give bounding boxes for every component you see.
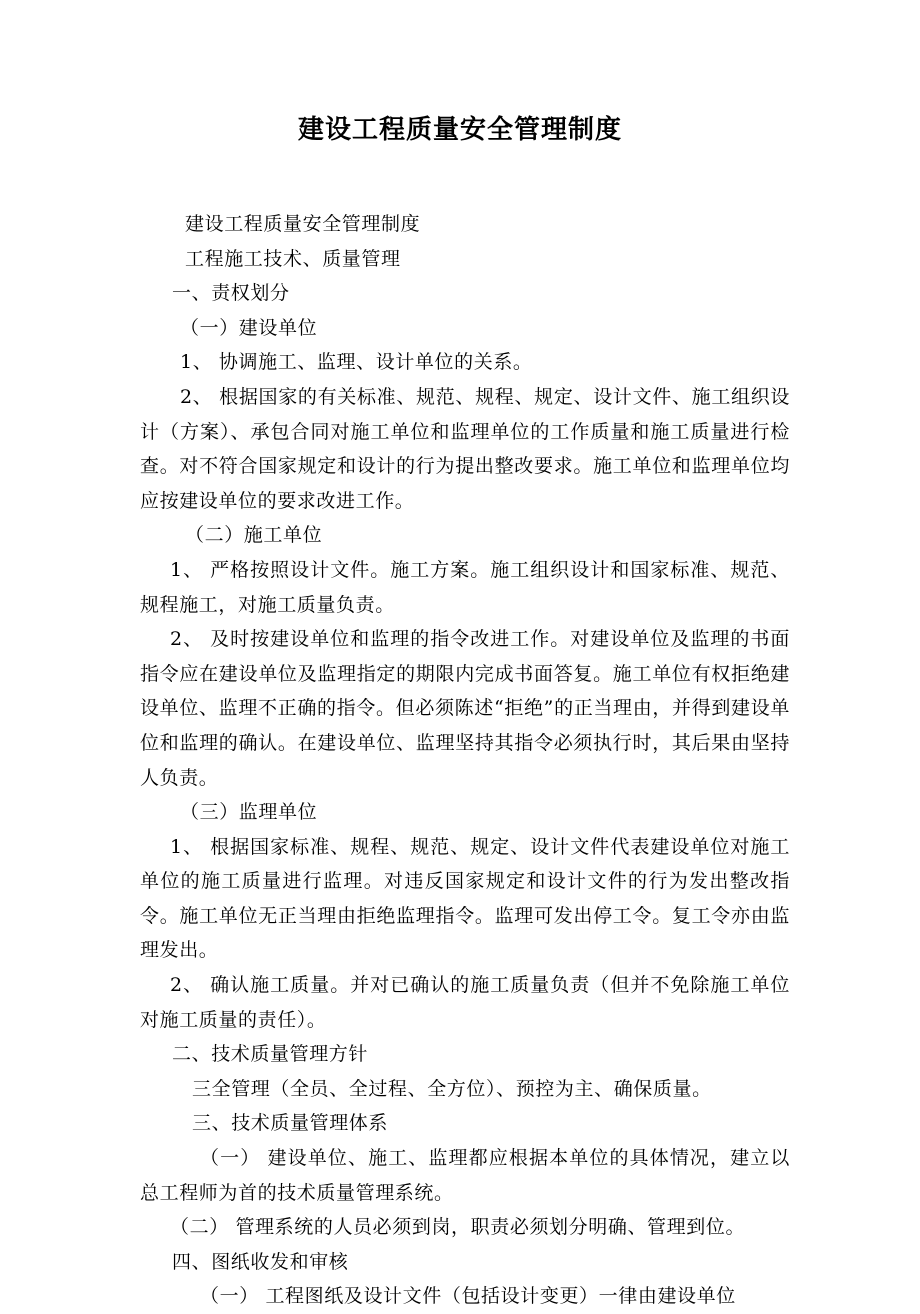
paragraph-quality-policy: 三全管理（全员、全过程、全方位）、预控为主、确保质量。	[192, 1077, 712, 1100]
heading-construction-owner: （一）建设单位	[180, 316, 318, 339]
document-body	[140, 207, 790, 1314]
paragraph-contractor-item-1: 1、 严格按照设计文件。施工方案。施工组织设计和国家标准、规范、规程施工，对施工质量负责。	[140, 558, 790, 616]
paragraph-supervisor-item-1: 1、 根据国家标准、规程、规范、规定、设计文件代表建设单位对施工单位的施工质量进行监理。对违反国家规定和设计文件的行为发出整改指令。施工单位无正当理由拒绝监理指令。监理可发出停工令。复工令亦由监理发出。	[140, 835, 790, 962]
paragraph-contractor-item-2: 2、 及时按建设单位和监理的指令改进工作。对建设单位及监理的书面指令应在建设单位及监理指定的期限内完成书面答复。施工单位有权拒绝建设单位、监理不正确的指令。但必须陈述“拒绝”的正当理由，并得到建设单位和监理的确认。在建设单位、监理坚持其指令必须执行时，其后果由坚持人负责。	[140, 628, 790, 789]
heading-responsibility-division: 一、责权划分	[172, 282, 290, 305]
heading-quality-policy: 二、技术质量管理方针	[172, 1043, 369, 1066]
paragraph-section-heading: 工程施工技术、质量管理	[185, 247, 401, 270]
paragraph-owner-item-2: 2、 根据国家的有关标准、规范、规程、规定、设计文件、施工组织设计（方案）、承包合同对施工单位和监理单位的工作质量和施工质量进行检查。对不符合国家规定和设计的行为提出整改要求。施工单位和监理单位均应按建设单位的要求改进工作。	[140, 385, 790, 512]
paragraph-quality-system-item-1: （一） 建设单位、施工、监理都应根据本单位的具体情况，建立以总工程师为首的技术质量管理系统。	[140, 1147, 790, 1204]
heading-quality-system: 三、技术质量管理体系	[192, 1112, 389, 1135]
heading-drawings: 四、图纸收发和审核	[172, 1250, 349, 1273]
paragraph-owner-item-1: 1、 协调施工、监理、设计单位的关系。	[180, 351, 533, 374]
paragraph-supervisor-item-2: 2、 确认施工质量。并对已确认的施工质量负责（但并不免除施工单位对施工质量的责任）。	[140, 974, 790, 1031]
paragraph-quality-system-item-2: （二） 管理系统的人员必须到岗，职责必须划分明确、管理到位。	[170, 1216, 746, 1239]
paragraph-drawings-item-1: （一） 工程图纸及设计文件（包括设计变更）一律由建设单位	[200, 1285, 736, 1308]
document-title: 建设工程质量安全管理制度	[297, 115, 622, 145]
heading-supervisor: （三）监理单位	[180, 801, 318, 824]
paragraph-subtitle: 建设工程质量安全管理制度	[185, 213, 421, 235]
heading-contractor: （二）施工单位	[185, 524, 323, 547]
